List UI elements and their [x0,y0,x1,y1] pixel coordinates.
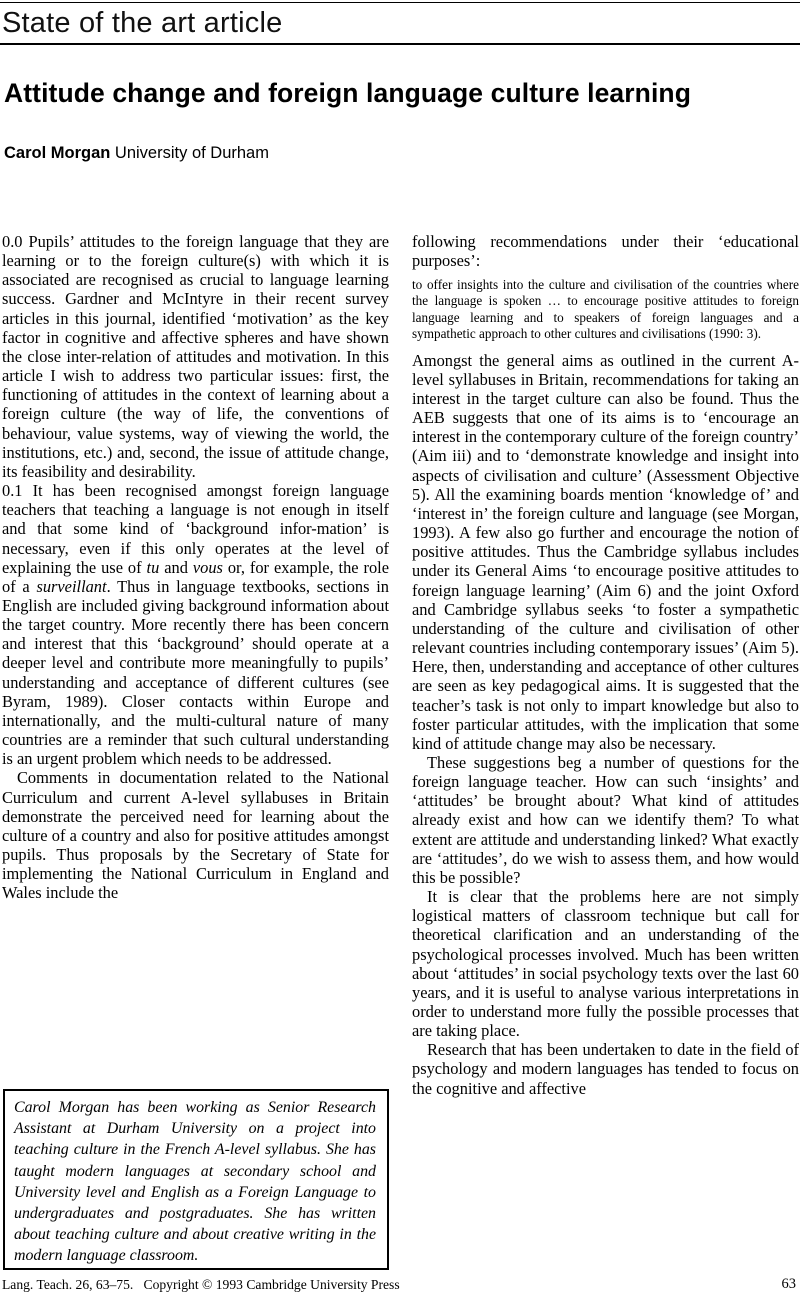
footer-page-number: 63 [781,1276,796,1292]
article-title: Attitude change and foreign language culture learning [4,77,692,108]
paragraph-0-1-mid-1: and [159,557,193,577]
byline-author: Carol Morgan [4,144,111,162]
paragraph-1-2: These suggestions beg a number of questions for the foreign language teacher. How can such ‘insights’ and ‘attitudes’ be brought about? What kind of attitudes already exist and how can we identify them? To what extent are attitude and understanding linked? What exactly are ‘attitudes’, do we wish to assess them, and how would this be possible? [412,752,799,887]
paragraph-0-0: 0.0 Pupils’ attitudes to the foreign language that they are learning or to the foreign culture(s) with which it is associated are recognised as crucial to language learning success. Gardner and McIntyre in their recent survey articles in this journal, identified ‘motivation’ as the key factor in cognitive and affective spheres and have shown the close inter-relation of attitudes and motivation. In this article I wish to address two particular issues: first, the functioning of attitudes in the context of learning about a foreign culture (the way of life, the conventions of behaviour, value systems, way of viewing the world, the institutions, etc.) and, second, the issue of attitude change, its feasibility and desirability. [2,232,389,481]
paragraph-1-1: Amongst the general aims as outlined in the current A-level syllabuses in Britain, recommendations for taking an interest in the target culture can also be found. Thus the AEB suggests that one of its aims is to ‘encourage an interest in the contemporary culture of the foreign country’ (Aim iii) and to ‘demonstrate knowledge and insight into aspects of civilisation and culture’ (Assessment Objective 5). All the examining boards mention ‘knowledge of’ and ‘interest in’ the foreign culture and language (see Morgan, 1993). A few also go further and encourage the notion of positive attitudes. Thus the Cambridge syllabus includes under its General Aims ‘to encourage positive attitudes to foreign language learning’ (Aim 6) and the joint Oxford and Cambridge syllabus seeks ‘to foster a sympathetic understanding of the culture and civilisation of other relevant countries including contemporary issues’ (Aim 5). Here, then, understanding and acceptance of other cultures are seen as key pedagogical aims. It is suggested that the teacher’s task is not only to impart knowledge but also to foster particular attitudes, with the implication that some kind of attitude change may also be necessary. [412,350,799,753]
running-head-rule-top [0,2,800,3]
paragraph-1-lead: following recommendations under their ‘educational purposes’: [412,232,799,271]
running-head: State of the art article [2,7,283,39]
running-head-rule-bottom [0,43,800,45]
paragraph-0-1-mid-2: or, for example, the role of a [2,557,389,596]
paragraph-1-4: Research that has been undertaken to date in the field of psychology and modern languages has tended to focus on the cognitive and affective [412,1040,799,1098]
footer-citation: Lang. Teach. 26, 63–75. Copyright © 1993 Cambridge University Press [2,1277,400,1292]
byline-affiliation: University of Durham [110,144,269,162]
paragraph-0-1-pre: 0.1 It has been recognised amongst foreign language teachers that teaching a language is not enough in itself and that some kind of ‘background infor-mation’ is necessary, even if this only operates at the level of explaining the use of [2,481,389,577]
body-column-right [412,232,799,1098]
body-column-left [2,232,389,902]
paragraph-0-2: Comments in documentation related to the National Curriculum and current A-level syllabuses in Britain demonstrate the perceived need for learning about the culture of a country and also for positive attitudes amongst pupils. Thus proposals by the Secretary of State for implementing the National Curriculum in England and Wales include the [2,768,389,903]
author-biography-box [3,1089,389,1270]
block-quotation: to offer insights into the culture and civilisation of the countries where the language is spoken … to encourage positive attitudes to foreign language learning and to speakers of foreign languages and a sympathetic approach to other cultures and civilisations (1990: 3). [412,277,799,341]
term-vous: vous [192,557,223,577]
author-biography-text: Carol Morgan has been working as Senior Research Assistant at Durham University on a project into teaching culture in the French A-level syllabus. She has taught modern languages at secondary school and University level and English as a Foreign Language to undergraduates and postgraduates. She has written about teaching culture and about creative writing in the modern language classroom. [14,1099,376,1265]
term-tu: tu [146,557,160,577]
term-surveillant: surveillant [36,576,107,596]
paragraph-1-3: It is clear that the problems here are not simply logistical matters of classroom technique but call for theoretical clarification and an understanding of the psychological processes involved. Much has been written about ‘attitudes’ in social psychology texts over the last 60 years, and it is useful to analyse various interpretations in order to understand more fully the possible processes that are taking place. [412,887,799,1041]
paragraph-0-1-post: . Thus in language textbooks, sections in English are included giving background information about the target country. More recently there has been concern and interest that this ‘background’ should operate at a deeper level and contribute more meaningfully to pupils’ understanding and acceptance of different cultures (see Byram, 1989). Closer contacts within Europe and internationally, and the multi-cultural nature of many countries are a reminder that such cultural understanding is an urgent problem which needs to be addressed. [2,576,390,769]
paragraph-0-1 [2,481,389,768]
byline [4,143,764,164]
